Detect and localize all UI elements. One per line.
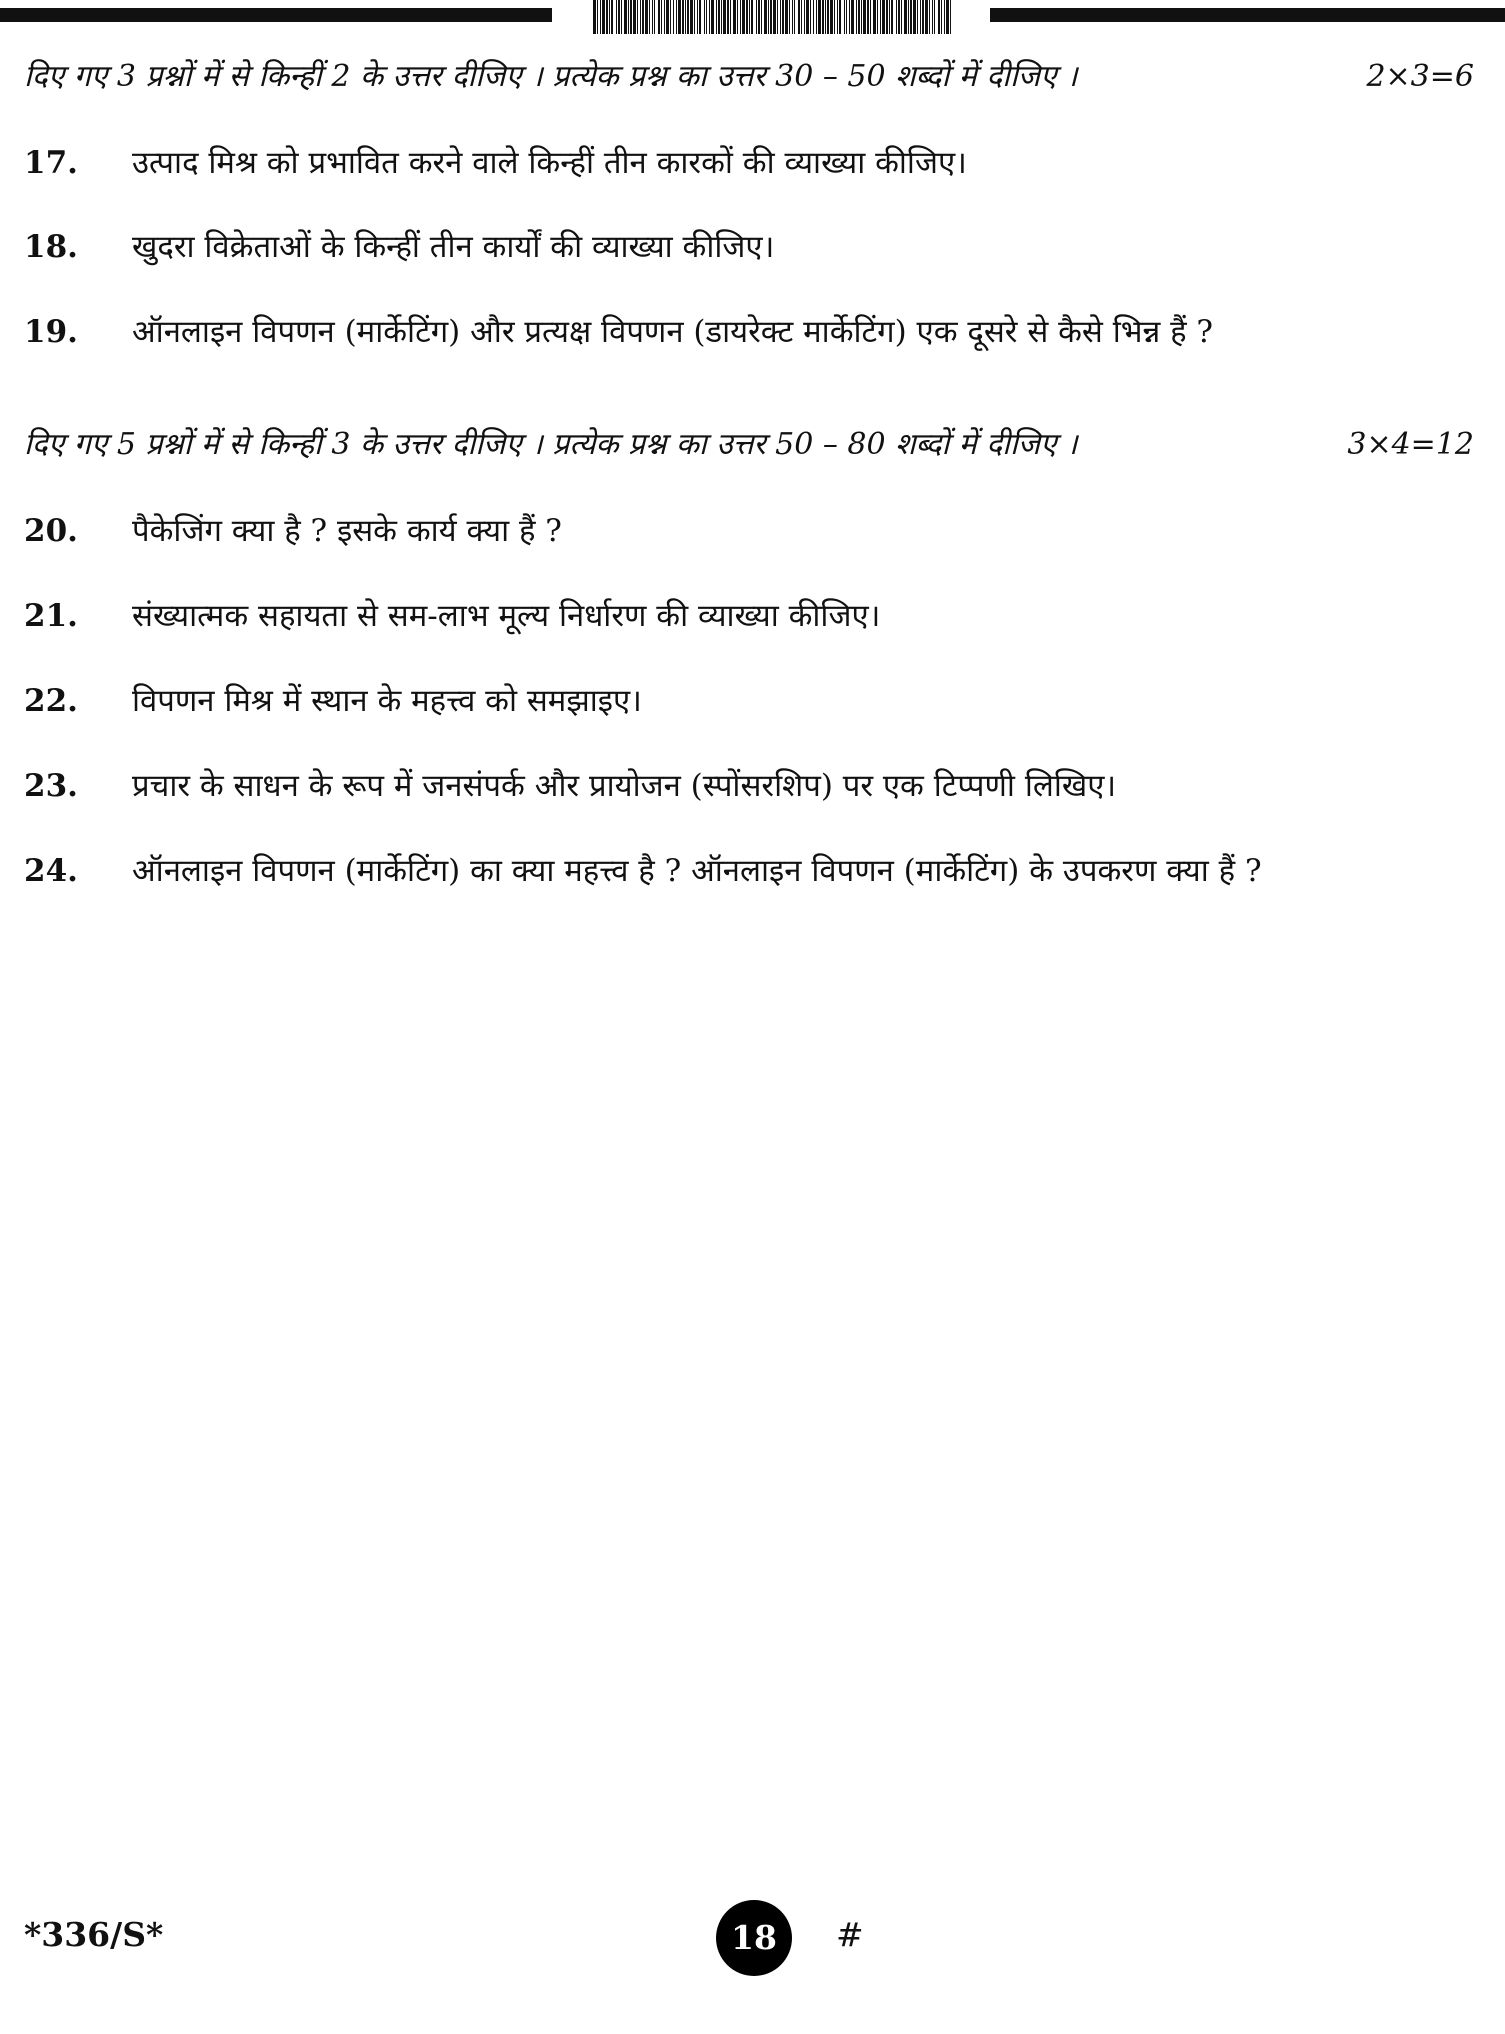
question-22: [24, 676, 1474, 726]
question-18: [24, 222, 1474, 272]
question-number: 19.: [24, 314, 78, 350]
question-number: 22.: [24, 683, 78, 719]
footer-symbol: #: [836, 1915, 864, 1954]
question-number: 24.: [24, 853, 78, 889]
section-2-instruction: [24, 420, 1474, 470]
question-text: उत्पाद मिश्र को प्रभावित करने वाले किन्हीं तीन कारकों की व्याख्या कीजिए।: [132, 145, 967, 181]
question-text: ऑनलाइन विपणन (मार्केटिंग) का क्या महत्त्व है ? ऑनलाइन विपणन (मार्केटिंग) के उपकरण क्या हैं ?: [132, 853, 1262, 889]
question-number: 17.: [24, 145, 78, 181]
section-2-marks: 3×4=12: [1347, 427, 1474, 462]
question-text: खुदरा विक्रेताओं के किन्हीं तीन कार्यों की व्याख्या कीजिए।: [132, 229, 775, 265]
section-1-instruction: [24, 52, 1474, 102]
question-number: 18.: [24, 229, 78, 265]
question-24: [24, 846, 1474, 896]
question-23: [24, 761, 1474, 811]
question-number: 21.: [24, 598, 78, 634]
question-number: 20.: [24, 513, 78, 549]
page-number-badge: 18: [716, 1900, 792, 1976]
top-rule-right: [990, 8, 1505, 22]
barcode-icon: [593, 0, 953, 34]
question-text: ऑनलाइन विपणन (मार्केटिंग) और प्रत्यक्ष विपणन (डायरेक्ट मार्केटिंग) एक दूसरे से कैसे भिन्न हैं ?: [132, 314, 1214, 350]
paper-code: *336/S*: [24, 1915, 164, 1954]
question-text: संख्यात्मक सहायता से सम-लाभ मूल्य निर्धारण की व्याख्या कीजिए।: [132, 598, 881, 634]
top-rule-left: [0, 8, 552, 22]
question-17: [24, 138, 1474, 188]
question-20: [24, 506, 1474, 556]
section-1-marks: 2×3=6: [1366, 59, 1474, 94]
question-text: विपणन मिश्र में स्थान के महत्त्व को समझाइए।: [132, 683, 642, 719]
question-number: 23.: [24, 768, 78, 804]
question-19: [24, 307, 1474, 357]
question-text: प्रचार के साधन के रूप में जनसंपर्क और प्रायोजन (स्पोंसरशिप) पर एक टिप्पणी लिखिए।: [132, 768, 1117, 804]
section-2-instruction-text: दिए गए 5 प्रश्नों में से किन्हीं 3 के उत्तर दीजिए । प्रत्येक प्रश्न का उत्तर 50 – 80 शब्दों में दीजिए ।: [24, 427, 1078, 462]
section-1-instruction-text: दिए गए 3 प्रश्नों में से किन्हीं 2 के उत्तर दीजिए । प्रत्येक प्रश्न का उत्तर 30 – 50 शब्दों में दीजिए ।: [24, 59, 1078, 94]
question-text: पैकेजिंग क्या है ? इसके कार्य क्या हैं ?: [132, 513, 562, 549]
question-21: [24, 591, 1474, 641]
